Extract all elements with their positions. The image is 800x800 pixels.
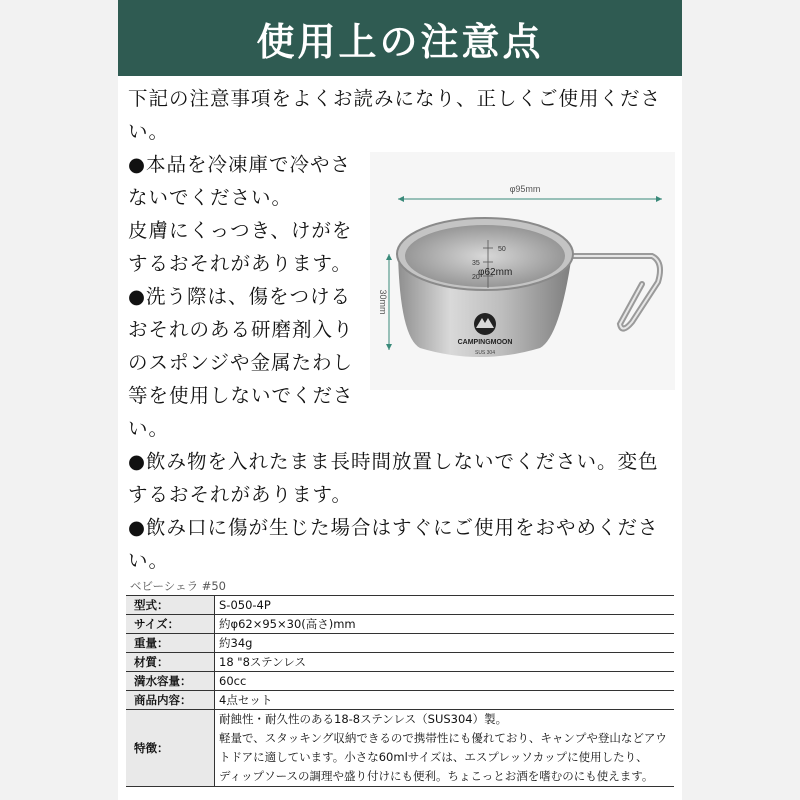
spec-key-model: 型式： <box>126 596 215 615</box>
feature-line: ディップソースの調理や盛り付けにも便利。ちょこっとお酒を嗜むのにも使えます。 <box>219 769 654 783</box>
spec-value-contents: 4点セット <box>215 691 675 710</box>
spec-section <box>126 577 674 787</box>
caution-washing: ●洗う際は、傷をつけるおそれのある研磨剤入りのスポンジや金属たわし等を使用しないでください。 <box>128 285 354 440</box>
spec-value-size: 約φ62×95×30(高さ)mm <box>215 615 675 634</box>
intro-text: 下記の注意事項をよくお読みになり、正しくご使用ください。 <box>128 87 662 143</box>
spec-key-features: 特徴： <box>126 710 215 787</box>
spec-value-features <box>215 710 675 787</box>
caution-freezer: ●本品を冷凍庫で冷やさないでください。 <box>128 153 352 209</box>
spec-key-size: サイズ： <box>126 615 215 634</box>
spec-table <box>126 595 674 787</box>
product-photo <box>370 152 675 390</box>
spec-value-material: 18 "8ステンレス <box>215 653 675 672</box>
header-banner <box>118 0 682 76</box>
spec-value-weight: 約34g <box>215 634 675 653</box>
spec-value-model: S-050-4P <box>215 596 675 615</box>
cup-illustration <box>370 152 675 390</box>
mark-35: 35 <box>472 260 480 267</box>
height-label: 30mm <box>378 289 388 315</box>
caution-rim: ●飲み口に傷が生じた場合はすぐにご使用をおやめください。 <box>128 516 659 572</box>
feature-line: 軽量で、スタッキング収納できるので携帯性にも優れており、キャンプや登山などアウ <box>219 731 667 745</box>
cup-handle <box>568 256 660 329</box>
table-row <box>126 596 674 615</box>
material-mark: SUS 304 <box>474 350 496 356</box>
spec-key-material: 材質： <box>126 653 215 672</box>
inner-diameter-label: φ62mm <box>478 267 513 278</box>
table-row <box>126 672 674 691</box>
table-row <box>126 653 674 672</box>
spec-key-contents: 商品内容： <box>126 691 215 710</box>
spec-key-weight: 重量： <box>126 634 215 653</box>
table-row <box>126 691 674 710</box>
spec-caption: ベビーシェラ #50 <box>130 579 227 593</box>
caution-skin: 皮膚にくっつき、けがをするおそれがあります。 <box>128 219 353 275</box>
table-row <box>126 634 674 653</box>
mark-50: 50 <box>498 246 506 253</box>
spec-key-capacity: 満水容量： <box>126 672 215 691</box>
page-title: 使用上の注意点 <box>256 19 544 64</box>
table-row <box>126 615 674 634</box>
width-label: φ95mm <box>509 184 541 194</box>
spec-value-capacity: 60cc <box>215 672 675 691</box>
brand-name: CAMPINGMOON <box>457 339 513 346</box>
mark-20: 20 <box>472 274 480 281</box>
table-row <box>126 710 674 787</box>
caution-drinks: ●飲み物を入れたまま長時間放置しないでください。変色するおそれがあります。 <box>128 450 659 506</box>
feature-line: トドアに適しています。小さな60mlサイズは、エスプレッソカップに使用したり、 <box>219 750 648 764</box>
feature-line: 耐蝕性・耐久性のある18-8ステンレス（SUS304）製。 <box>219 712 508 726</box>
